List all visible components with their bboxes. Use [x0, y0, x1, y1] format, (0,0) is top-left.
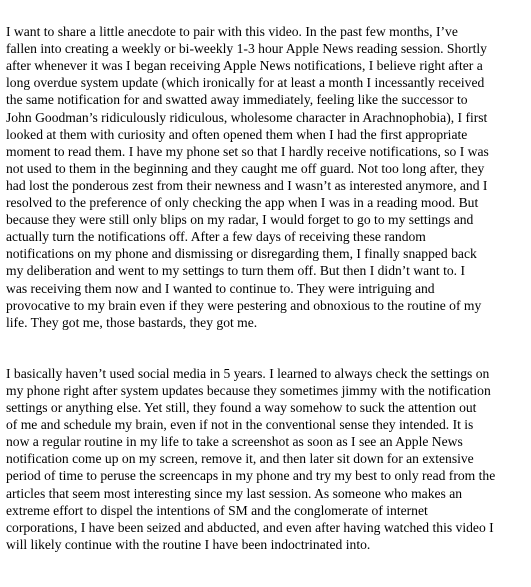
paragraph-2: I basically haven’t used social media in 5 years. I learned to always check the settings on my phone right after system updates because they sometimes jimmy with the notification settings or anything else. Yet still, they found a way somehow to suck the attention out of me and schedule my brain, even if not in the conventional sense they intended. It is now a regular routine in my life to take a screenshot as soon as I see an Apple News notification come up on my screen, remove it, and then later sit down for an extensive period of time to peruse the screencaps in my phone and try my best to only read from the articles that seem most interesting since my last session. As someone who makes an extreme effort to dispel the intentions of SM and the conglomerate of internet corporations, I have been seized and abducted, and even after having watched this video I will likely continue with the routine I have been indoctrinated into.: [6, 365, 496, 552]
paragraph-1: I want to share a little anecdote to pair with this video. In the past few months, I’ve fallen into creating a weekly or bi-weekly 1-3 hour Apple News reading session. Shortly after whenever it was I began receiving Apple News notifications, I believe right after a long overdue system update (which ironically for at least a month I incessantly received the same notification for and swatted away immediately, feeling like the successor to John Goodman’s ridiculously ridiculous, wholesome character in Arachnophobia), I first looked at them with curiosity and often opened them when I had the first appropriate moment to read them. I have my phone set so that I hardly receive notifications, so I was not used to them in the beginning and they caught me off guard. Not too long after, they had lost the ponderous zest from their newness and I wasn’t as interested anymore, and I resolved to the preference of only checking the app when I was in a reading mood. But because they were still only blips on my radar, I would forget to go to my settings and actually turn the notifications off. After a few days of receiving these random notifications on my phone and dismissing or disregarding them, I finally snapped back my deliberation and went to my settings to turn them off. But then I didn’t want to. I was receiving them now and I wanted to continue to. They were intriguing and provocative to my brain even if they were pestering and obnoxious to the routine of my life. They got me, those bastards, they got me.: [6, 24, 489, 330]
